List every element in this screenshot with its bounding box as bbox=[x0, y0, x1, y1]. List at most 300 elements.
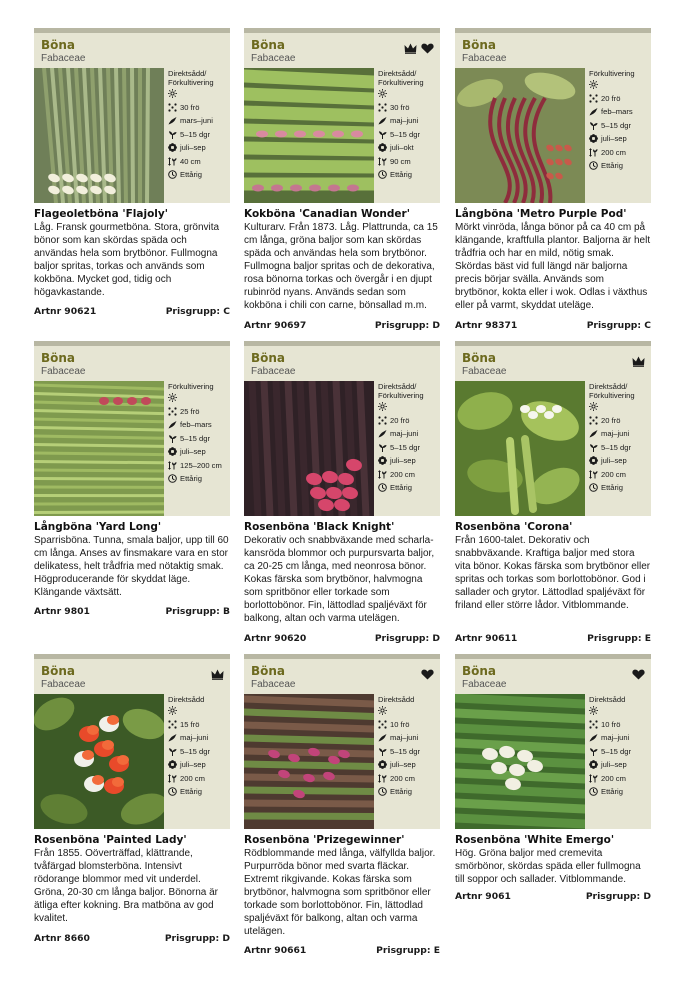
sow-time-row bbox=[378, 427, 440, 441]
flower-icon bbox=[378, 143, 387, 152]
annual-icon bbox=[589, 483, 598, 492]
price-group: Prisgrupp: D bbox=[374, 320, 440, 331]
sowing-method: Förkultivering bbox=[168, 382, 214, 391]
lifecycle: Ettårig bbox=[390, 483, 412, 493]
product-title: Kokböna 'Canadian Wonder' bbox=[244, 208, 410, 220]
lifecycle-row bbox=[168, 472, 230, 486]
price-group: Prisgrupp: D bbox=[585, 891, 651, 902]
badges bbox=[404, 43, 434, 54]
seed-count: 30 frö bbox=[180, 102, 200, 112]
growing-facts bbox=[589, 382, 651, 495]
article-number: Artnr 9061 bbox=[455, 891, 511, 902]
germination-row bbox=[589, 441, 651, 455]
card-header bbox=[455, 341, 651, 381]
product-photo bbox=[244, 68, 374, 203]
card-body bbox=[455, 68, 651, 203]
sun-icon bbox=[168, 89, 177, 98]
card-footer bbox=[34, 606, 230, 618]
plant-height: 200 cm bbox=[601, 469, 626, 479]
harvest-row bbox=[589, 758, 651, 772]
plant-family: Fabaceae bbox=[251, 679, 296, 690]
lifecycle: Ettårig bbox=[601, 483, 623, 493]
hand-sow-icon bbox=[378, 116, 387, 125]
card-body bbox=[244, 694, 440, 829]
sow-time-row bbox=[168, 418, 230, 432]
sow-time: feb–mars bbox=[601, 107, 633, 117]
article-number: Artnr 8660 bbox=[34, 933, 90, 944]
heart-icon bbox=[632, 669, 645, 680]
heart-icon bbox=[421, 669, 434, 680]
sprout-icon bbox=[168, 130, 177, 139]
harvest-time: juli–sep bbox=[601, 456, 627, 466]
lifecycle: Ettårig bbox=[390, 787, 412, 797]
germination-row bbox=[589, 745, 651, 759]
badges bbox=[421, 669, 434, 680]
lifecycle-row bbox=[168, 785, 230, 799]
sowing-method: Direktsådd/ Förkultivering bbox=[168, 69, 214, 87]
plant-family: Fabaceae bbox=[251, 366, 296, 377]
card-footer bbox=[34, 933, 230, 945]
sowing-method: Direktsådd/ Förkultivering bbox=[589, 382, 635, 400]
sprout-icon bbox=[589, 121, 598, 130]
lifecycle-row bbox=[589, 159, 651, 173]
seed-count: 10 frö bbox=[390, 719, 410, 729]
annual-icon bbox=[168, 170, 177, 179]
sun-icon bbox=[589, 80, 598, 89]
plant-name: Böna bbox=[462, 38, 497, 52]
product-description: Sparrisböna. Tunna, smala baljor, upp till 60 cm långa. Anses av finsmakare vara en stor delikatess, helt trådfria med nötaktig smak. Högproducerande för skyddat läge. Klängande växtsätt. bbox=[34, 535, 229, 598]
sow-time-row bbox=[589, 105, 651, 119]
card-header bbox=[34, 341, 230, 381]
sun-requirement bbox=[589, 78, 651, 92]
harvest-row bbox=[378, 454, 440, 468]
height-row bbox=[589, 772, 651, 786]
seeds-icon bbox=[168, 103, 177, 112]
lifecycle-row bbox=[378, 168, 440, 182]
product-photo bbox=[455, 381, 585, 516]
seed-count-row bbox=[589, 414, 651, 428]
card-header bbox=[34, 654, 230, 694]
annual-icon bbox=[589, 161, 598, 170]
product-card bbox=[455, 28, 651, 331]
seeds-icon bbox=[589, 416, 598, 425]
sprout-icon bbox=[378, 130, 387, 139]
seed-count: 15 frö bbox=[180, 719, 200, 729]
plant-height: 200 cm bbox=[601, 147, 626, 157]
hand-sow-icon bbox=[168, 420, 177, 429]
product-photo bbox=[34, 381, 164, 516]
plant-height: 125–200 cm bbox=[180, 460, 222, 470]
price-group: Prisgrupp: D bbox=[164, 933, 230, 944]
germination-time: 5–15 dgr bbox=[180, 129, 210, 139]
card-body bbox=[244, 381, 440, 516]
germination-row bbox=[378, 745, 440, 759]
growing-facts bbox=[168, 69, 230, 182]
sow-time-row bbox=[378, 114, 440, 128]
plant-height: 200 cm bbox=[390, 469, 415, 479]
seed-count-row bbox=[378, 718, 440, 732]
product-title: Rosenböna 'Painted Lady' bbox=[34, 834, 187, 846]
plant-family: Fabaceae bbox=[462, 53, 507, 64]
growing-facts bbox=[589, 695, 651, 799]
seed-count: 20 frö bbox=[390, 415, 410, 425]
annual-icon bbox=[378, 170, 387, 179]
sowing-method: Direktsådd bbox=[378, 695, 415, 704]
seed-count-row bbox=[378, 414, 440, 428]
card-header bbox=[455, 28, 651, 68]
seeds-icon bbox=[168, 407, 177, 416]
card-footer bbox=[455, 891, 651, 903]
plant-height: 40 cm bbox=[180, 156, 201, 166]
annual-icon bbox=[378, 483, 387, 492]
sprout-icon bbox=[589, 443, 598, 452]
harvest-row bbox=[168, 445, 230, 459]
sprout-icon bbox=[168, 434, 177, 443]
seed-count: 20 frö bbox=[601, 415, 621, 425]
sun-requirement bbox=[378, 704, 440, 718]
sun-requirement bbox=[168, 87, 230, 101]
plant-family: Fabaceae bbox=[41, 679, 86, 690]
plant-name: Böna bbox=[251, 664, 286, 678]
price-group: Prisgrupp: C bbox=[165, 306, 230, 317]
sow-time-row bbox=[378, 731, 440, 745]
sow-time: maj–juni bbox=[601, 429, 630, 439]
height-icon bbox=[168, 461, 177, 470]
annual-icon bbox=[589, 787, 598, 796]
seeds-icon bbox=[378, 720, 387, 729]
seeds-icon bbox=[378, 103, 387, 112]
lifecycle: Ettårig bbox=[180, 474, 202, 484]
product-photo bbox=[244, 694, 374, 829]
product-card bbox=[455, 341, 651, 644]
seed-count-row bbox=[168, 101, 230, 115]
flower-icon bbox=[168, 760, 177, 769]
harvest-row bbox=[168, 758, 230, 772]
seed-count-row bbox=[589, 92, 651, 106]
product-card bbox=[244, 654, 440, 956]
product-title: Rosenböna 'Corona' bbox=[455, 521, 573, 533]
badges bbox=[211, 669, 224, 680]
flower-icon bbox=[589, 134, 598, 143]
hand-sow-icon bbox=[378, 429, 387, 438]
article-number: Artnr 98371 bbox=[455, 320, 518, 331]
lifecycle: Ettårig bbox=[601, 161, 623, 171]
plant-family: Fabaceae bbox=[41, 366, 86, 377]
card-header bbox=[34, 28, 230, 68]
sprout-icon bbox=[378, 747, 387, 756]
harvest-time: juli–okt bbox=[390, 143, 414, 153]
sowing-method: Direktsådd bbox=[589, 695, 626, 704]
germination-time: 5–15 dgr bbox=[180, 746, 210, 756]
card-body bbox=[34, 694, 230, 829]
harvest-time: juli–sep bbox=[601, 760, 627, 770]
height-icon bbox=[589, 148, 598, 157]
sun-icon bbox=[589, 706, 598, 715]
flower-icon bbox=[378, 760, 387, 769]
lifecycle-row bbox=[378, 785, 440, 799]
harvest-time: juli–sep bbox=[180, 760, 206, 770]
harvest-row bbox=[589, 132, 651, 146]
sow-time: mars–juni bbox=[180, 116, 213, 126]
card-body bbox=[34, 68, 230, 203]
article-number: Artnr 9801 bbox=[34, 606, 90, 617]
height-icon bbox=[589, 470, 598, 479]
growing-facts bbox=[168, 695, 230, 799]
sow-time-row bbox=[168, 114, 230, 128]
growing-facts bbox=[378, 382, 440, 495]
sow-time: maj–juni bbox=[180, 733, 209, 743]
plant-name: Böna bbox=[462, 664, 497, 678]
product-photo bbox=[34, 694, 164, 829]
harvest-row bbox=[378, 141, 440, 155]
price-group: Prisgrupp: D bbox=[374, 633, 440, 644]
card-body bbox=[455, 381, 651, 516]
product-photo bbox=[34, 68, 164, 203]
lifecycle: Ettårig bbox=[180, 787, 202, 797]
seeds-icon bbox=[589, 720, 598, 729]
product-description: Rödblommande med långa, välfyllda baljor. Purpurröda bönor med svarta fläckar. Extremt rikgivande. Kokas färska som brytbönor, halvmogna som spritbönor eller torkade som borlottobönor. Fin, lättodlad spaljéväxt för balkong, altan och varma utelägen. bbox=[244, 848, 436, 937]
harvest-time: juli–sep bbox=[180, 143, 206, 153]
article-number: Artnr 90697 bbox=[244, 320, 307, 331]
sow-time: maj–juni bbox=[390, 733, 419, 743]
lifecycle: Ettårig bbox=[390, 170, 412, 180]
lifecycle-row bbox=[378, 481, 440, 495]
product-card bbox=[34, 341, 230, 617]
sun-icon bbox=[589, 402, 598, 411]
card-header bbox=[244, 28, 440, 68]
germination-row bbox=[589, 119, 651, 133]
annual-icon bbox=[378, 787, 387, 796]
product-card bbox=[244, 341, 440, 644]
plant-name: Böna bbox=[251, 38, 286, 52]
article-number: Artnr 90611 bbox=[455, 633, 518, 644]
sun-requirement bbox=[378, 400, 440, 414]
annual-icon bbox=[168, 474, 177, 483]
germination-time: 5–15 dgr bbox=[601, 120, 631, 130]
harvest-time: juli–sep bbox=[601, 134, 627, 144]
card-footer bbox=[455, 320, 651, 332]
plant-height: 90 cm bbox=[390, 156, 411, 166]
price-group: Prisgrupp: E bbox=[587, 633, 651, 644]
sun-requirement bbox=[168, 391, 230, 405]
germination-row bbox=[168, 745, 230, 759]
badges bbox=[632, 669, 645, 680]
sow-time-row bbox=[589, 731, 651, 745]
sprout-icon bbox=[378, 443, 387, 452]
seed-count-row bbox=[378, 101, 440, 115]
plant-height: 200 cm bbox=[390, 773, 415, 783]
price-group: Prisgrupp: B bbox=[165, 606, 230, 617]
sun-requirement bbox=[589, 704, 651, 718]
product-photo bbox=[455, 68, 585, 203]
annual-icon bbox=[168, 787, 177, 796]
lifecycle-row bbox=[589, 481, 651, 495]
height-icon bbox=[168, 774, 177, 783]
badges bbox=[632, 356, 645, 367]
card-footer bbox=[244, 320, 440, 332]
crown-icon bbox=[404, 43, 417, 54]
plant-name: Böna bbox=[41, 38, 76, 52]
card-footer bbox=[455, 633, 651, 645]
seed-count-row bbox=[168, 405, 230, 419]
seeds-icon bbox=[378, 416, 387, 425]
sow-time-row bbox=[589, 427, 651, 441]
lifecycle: Ettårig bbox=[601, 787, 623, 797]
lifecycle-row bbox=[589, 785, 651, 799]
product-title: Långböna 'Metro Purple Pod' bbox=[455, 208, 627, 220]
heart-icon bbox=[421, 43, 434, 54]
seed-count-row bbox=[168, 718, 230, 732]
height-row bbox=[378, 772, 440, 786]
flower-icon bbox=[589, 456, 598, 465]
plant-name: Böna bbox=[251, 351, 286, 365]
seeds-icon bbox=[589, 94, 598, 103]
product-description: Från 1600-talet. Dekorativ och snabbväxande. Kraftiga baljor med stora vita bönor. Kokas färska som brytbönor eller spritas och torkas som borlottobönor. God i sallader och grytor. Lättodlad spaljéväxt för friland eller större lådor. Vitblommande. bbox=[455, 535, 651, 611]
hand-sow-icon bbox=[589, 733, 598, 742]
card-footer bbox=[34, 306, 230, 318]
seed-count: 10 frö bbox=[601, 719, 621, 729]
card-header bbox=[244, 341, 440, 381]
height-row bbox=[168, 155, 230, 169]
article-number: Artnr 90621 bbox=[34, 306, 97, 317]
seed-count: 25 frö bbox=[180, 406, 200, 416]
sow-time: feb–mars bbox=[180, 420, 212, 430]
hand-sow-icon bbox=[168, 733, 177, 742]
harvest-time: juli–sep bbox=[390, 456, 416, 466]
price-group: Prisgrupp: C bbox=[586, 320, 651, 331]
sun-requirement bbox=[168, 704, 230, 718]
growing-facts bbox=[378, 695, 440, 799]
growing-facts bbox=[378, 69, 440, 182]
card-body bbox=[244, 68, 440, 203]
sowing-method: Direktsådd/ Förkultivering bbox=[378, 69, 424, 87]
product-description: Kulturarv. Från 1873. Låg. Plattrunda, ca 15 cm långa, gröna baljor som kan skördas späda och användas hela som brytbönor. Fullmogna baljor spritas och de dekorativa, rosa bönorna torkas och övergår i en djupt rubinröd nyans. Används sedan som kokböna i chili con carne, bönsallad m.m. bbox=[244, 222, 438, 311]
flower-icon bbox=[168, 143, 177, 152]
product-description: Hög. Gröna baljor med cremevita smörbönor, skördas späda eller fullmogna till soppor och sallader. Vitblommande. bbox=[455, 848, 641, 885]
flower-icon bbox=[589, 760, 598, 769]
germination-time: 5–15 dgr bbox=[601, 442, 631, 452]
germination-time: 5–15 dgr bbox=[601, 746, 631, 756]
sowing-method: Direktsådd/ Förkultivering bbox=[378, 382, 424, 400]
seed-count-row bbox=[589, 718, 651, 732]
product-card bbox=[34, 28, 230, 317]
germination-time: 5–15 dgr bbox=[390, 746, 420, 756]
germination-row bbox=[168, 128, 230, 142]
card-body bbox=[34, 381, 230, 516]
plant-family: Fabaceae bbox=[462, 366, 507, 377]
growing-facts bbox=[589, 69, 651, 173]
crown-icon bbox=[211, 669, 224, 680]
height-row bbox=[589, 146, 651, 160]
crown-icon bbox=[632, 356, 645, 367]
product-card bbox=[455, 654, 651, 902]
card-footer bbox=[244, 945, 440, 957]
card-footer bbox=[244, 633, 440, 645]
product-photo bbox=[455, 694, 585, 829]
product-card bbox=[244, 28, 440, 331]
plant-family: Fabaceae bbox=[462, 679, 507, 690]
product-description: Dekorativ och snabbväxande med scharla-kansröda blommor och purpursvarta baljor, ca 20-25 cm långa, med neonrosa bönor. Kokas färska som brytbönor, halvmogna som spritbönor eller torkade som borlottobönor. Fin, lättodlad spaljéväxt för balkong, altan och varma utelägen. bbox=[244, 535, 435, 624]
sun-requirement bbox=[589, 400, 651, 414]
height-row bbox=[378, 468, 440, 482]
product-title: Rosenböna 'White Emergo' bbox=[455, 834, 615, 846]
seed-count: 20 frö bbox=[601, 93, 621, 103]
sun-icon bbox=[168, 706, 177, 715]
sowing-method: Förkultivering bbox=[589, 69, 635, 78]
sow-time-row bbox=[168, 731, 230, 745]
seeds-icon bbox=[168, 720, 177, 729]
product-title: Rosenböna 'Black Knight' bbox=[244, 521, 395, 533]
germination-time: 5–15 dgr bbox=[180, 433, 210, 443]
plant-height: 200 cm bbox=[180, 773, 205, 783]
lifecycle-row bbox=[168, 168, 230, 182]
sow-time: maj–juni bbox=[390, 116, 419, 126]
sprout-icon bbox=[168, 747, 177, 756]
sow-time: maj–juni bbox=[601, 733, 630, 743]
plant-family: Fabaceae bbox=[251, 53, 296, 64]
sow-time: maj–juni bbox=[390, 429, 419, 439]
product-card bbox=[34, 654, 230, 944]
article-number: Artnr 90620 bbox=[244, 633, 307, 644]
sun-requirement bbox=[378, 87, 440, 101]
germination-time: 5–15 dgr bbox=[390, 129, 420, 139]
harvest-time: juli–sep bbox=[390, 760, 416, 770]
seed-count: 30 frö bbox=[390, 102, 410, 112]
plant-name: Böna bbox=[41, 351, 76, 365]
sun-icon bbox=[378, 402, 387, 411]
card-body bbox=[455, 694, 651, 829]
product-description: Låg. Fransk gourmetböna. Stora, grönvita bönor som kan skördas späda och användas hela som brytbönor. Fullmogna baljor spritas, torkas och används som kokböna. Mycket god, tidig och högavkastande. bbox=[34, 222, 220, 298]
plant-name: Böna bbox=[41, 664, 76, 678]
product-title: Långböna 'Yard Long' bbox=[34, 521, 162, 533]
height-row bbox=[378, 155, 440, 169]
product-description: Mörkt vinröda, långa bönor på ca 40 cm på klängande, kraftfulla plantor. Baljorna är helt trådfria och har en mild, nötig smak. Skördas bäst vid full längd när baljorna precis börjar svälla. Används som brytbönor, kokta eller i wok. Odlas i växthus eller på varmt, skyddat uteläge. bbox=[455, 222, 651, 311]
product-title: Rosenböna 'Prizegewinner' bbox=[244, 834, 405, 846]
sowing-method: Direktsådd bbox=[168, 695, 205, 704]
flower-icon bbox=[168, 447, 177, 456]
sun-icon bbox=[378, 706, 387, 715]
height-icon bbox=[378, 470, 387, 479]
harvest-row bbox=[168, 141, 230, 155]
sun-icon bbox=[378, 89, 387, 98]
height-icon bbox=[168, 157, 177, 166]
plant-family: Fabaceae bbox=[41, 53, 86, 64]
article-number: Artnr 90661 bbox=[244, 945, 307, 956]
sun-icon bbox=[168, 393, 177, 402]
product-photo bbox=[244, 381, 374, 516]
sprout-icon bbox=[589, 747, 598, 756]
hand-sow-icon bbox=[589, 107, 598, 116]
germination-row bbox=[168, 432, 230, 446]
height-icon bbox=[589, 774, 598, 783]
height-row bbox=[168, 772, 230, 786]
hand-sow-icon bbox=[168, 116, 177, 125]
height-icon bbox=[378, 157, 387, 166]
harvest-row bbox=[378, 758, 440, 772]
product-title: Flageoletböna 'Flajoly' bbox=[34, 208, 168, 220]
lifecycle: Ettårig bbox=[180, 170, 202, 180]
card-header bbox=[244, 654, 440, 694]
plant-name: Böna bbox=[462, 351, 497, 365]
product-description: Från 1855. Oöverträffad, klättrande, tvåfärgad blomsterböna. Intensivt rödorange blommor med vit underdel. Gröna, 20-30 cm långa baljor. Bönorna är ätliga efter kokning. Bra matböna av god kvalitet. bbox=[34, 848, 218, 924]
germination-time: 5–15 dgr bbox=[390, 442, 420, 452]
germination-row bbox=[378, 128, 440, 142]
growing-facts bbox=[168, 382, 230, 486]
germination-row bbox=[378, 441, 440, 455]
hand-sow-icon bbox=[589, 429, 598, 438]
flower-icon bbox=[378, 456, 387, 465]
height-row bbox=[589, 468, 651, 482]
